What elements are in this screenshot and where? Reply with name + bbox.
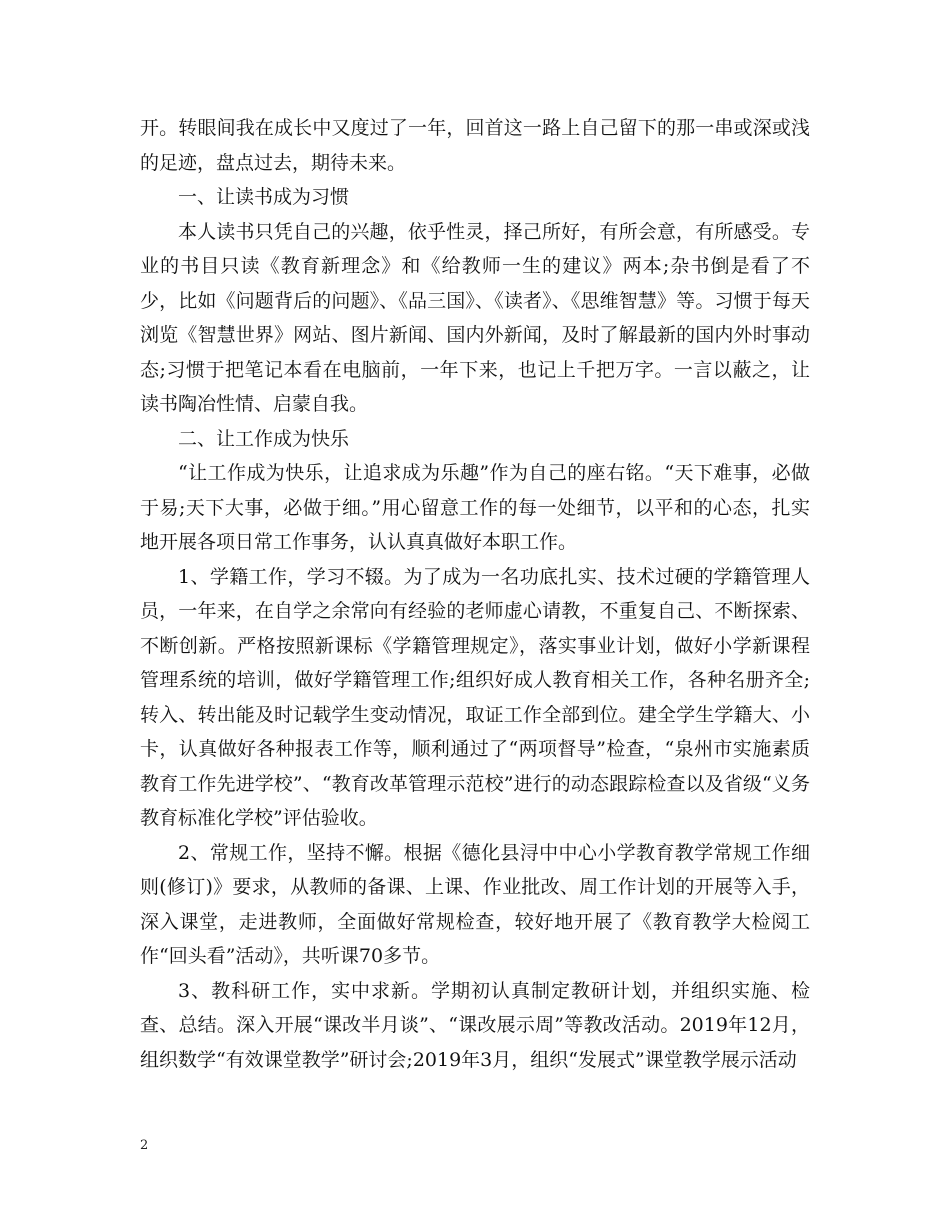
paragraph-routine-work: 2、常规工作，坚持不懈。根据《德化县浔中中心小学教育教学常规工作细则(修订)》要求，从教师的备课、上课、作业批改、周工作计划的开展等入手，深入课堂，走进教师，全面做好常规检查，较好地开展了《教育教学大检阅工作“回头看”活动》，共听课70多节。	[140, 841, 810, 967]
paragraph-reading: 本人读书只凭自己的兴趣，依乎性灵，择己所好，有所会意，有所感受。专业的书目只读《教育新理念》和《给教师一生的建议》两本;杂书倒是看了不少，比如《问题背后的问题》、《品三国》、《读者》、《思维智慧》等。习惯于每天浏览《智慧世界》网站、图片新闻、国内外新闻，及时了解最新的国内外时事动态;习惯于把笔记本看在电脑前，一年下来，也记上千把万字。一言以蔽之，让读书陶冶性情、启蒙自我。	[140, 220, 810, 415]
paragraph-student-records: 1、学籍工作，学习不辍。为了成为一名功底扎实、技术过硬的学籍管理人员，一年来，在自学之余常向有经验的老师虚心请教，不重复自己、不断探索、不断创新。严格按照新课标《学籍管理规定》，落实事业计划，做好小学新课程管理系统的培训，做好学籍管理工作;组织好成人教育相关工作，各种名册齐全;转入、转出能及时记载学生变动情况，取证工作全部到位。建全学生学籍大、小卡，认真做好各种报表工作等，顺利通过了“两项督导”检查，“泉州市实施素质教育工作先进学校”、“教育改革管理示范校”进行的动态跟踪检查以及省级“义务教育标准化学校”评估验收。	[140, 565, 810, 829]
paragraph-work-motto: “让工作成为快乐，让追求成为乐趣”作为自己的座右铭。“天下难事，必做于易;天下大事，必做于细。”用心留意工作的每一处细节，以平和的心态，扎实地开展各项日常工作事务，认认真真做好本职工作。	[140, 462, 810, 553]
page-number: 2	[140, 1138, 149, 1153]
document-body	[140, 111, 810, 1077]
paragraph-continuation: 开。转眼间我在成长中又度过了一年，回首这一路上自己留下的那一串或深或浅的足迹，盘点过去，期待未来。	[140, 117, 810, 174]
paragraph-research-work: 3、教科研工作，实中求新。学期初认真制定教研计划，并组织实施、检查、总结。深入开展“课改半月谈”、“课改展示周”等教改活动。2019年12月，组织数学“有效课堂教学”研讨会;2019年3月，组织“发展式”课堂教学展示活动	[140, 979, 810, 1071]
section-heading-work: 二、让工作成为快乐	[178, 427, 350, 450]
section-heading-reading: 一、让读书成为习惯	[178, 186, 350, 208]
